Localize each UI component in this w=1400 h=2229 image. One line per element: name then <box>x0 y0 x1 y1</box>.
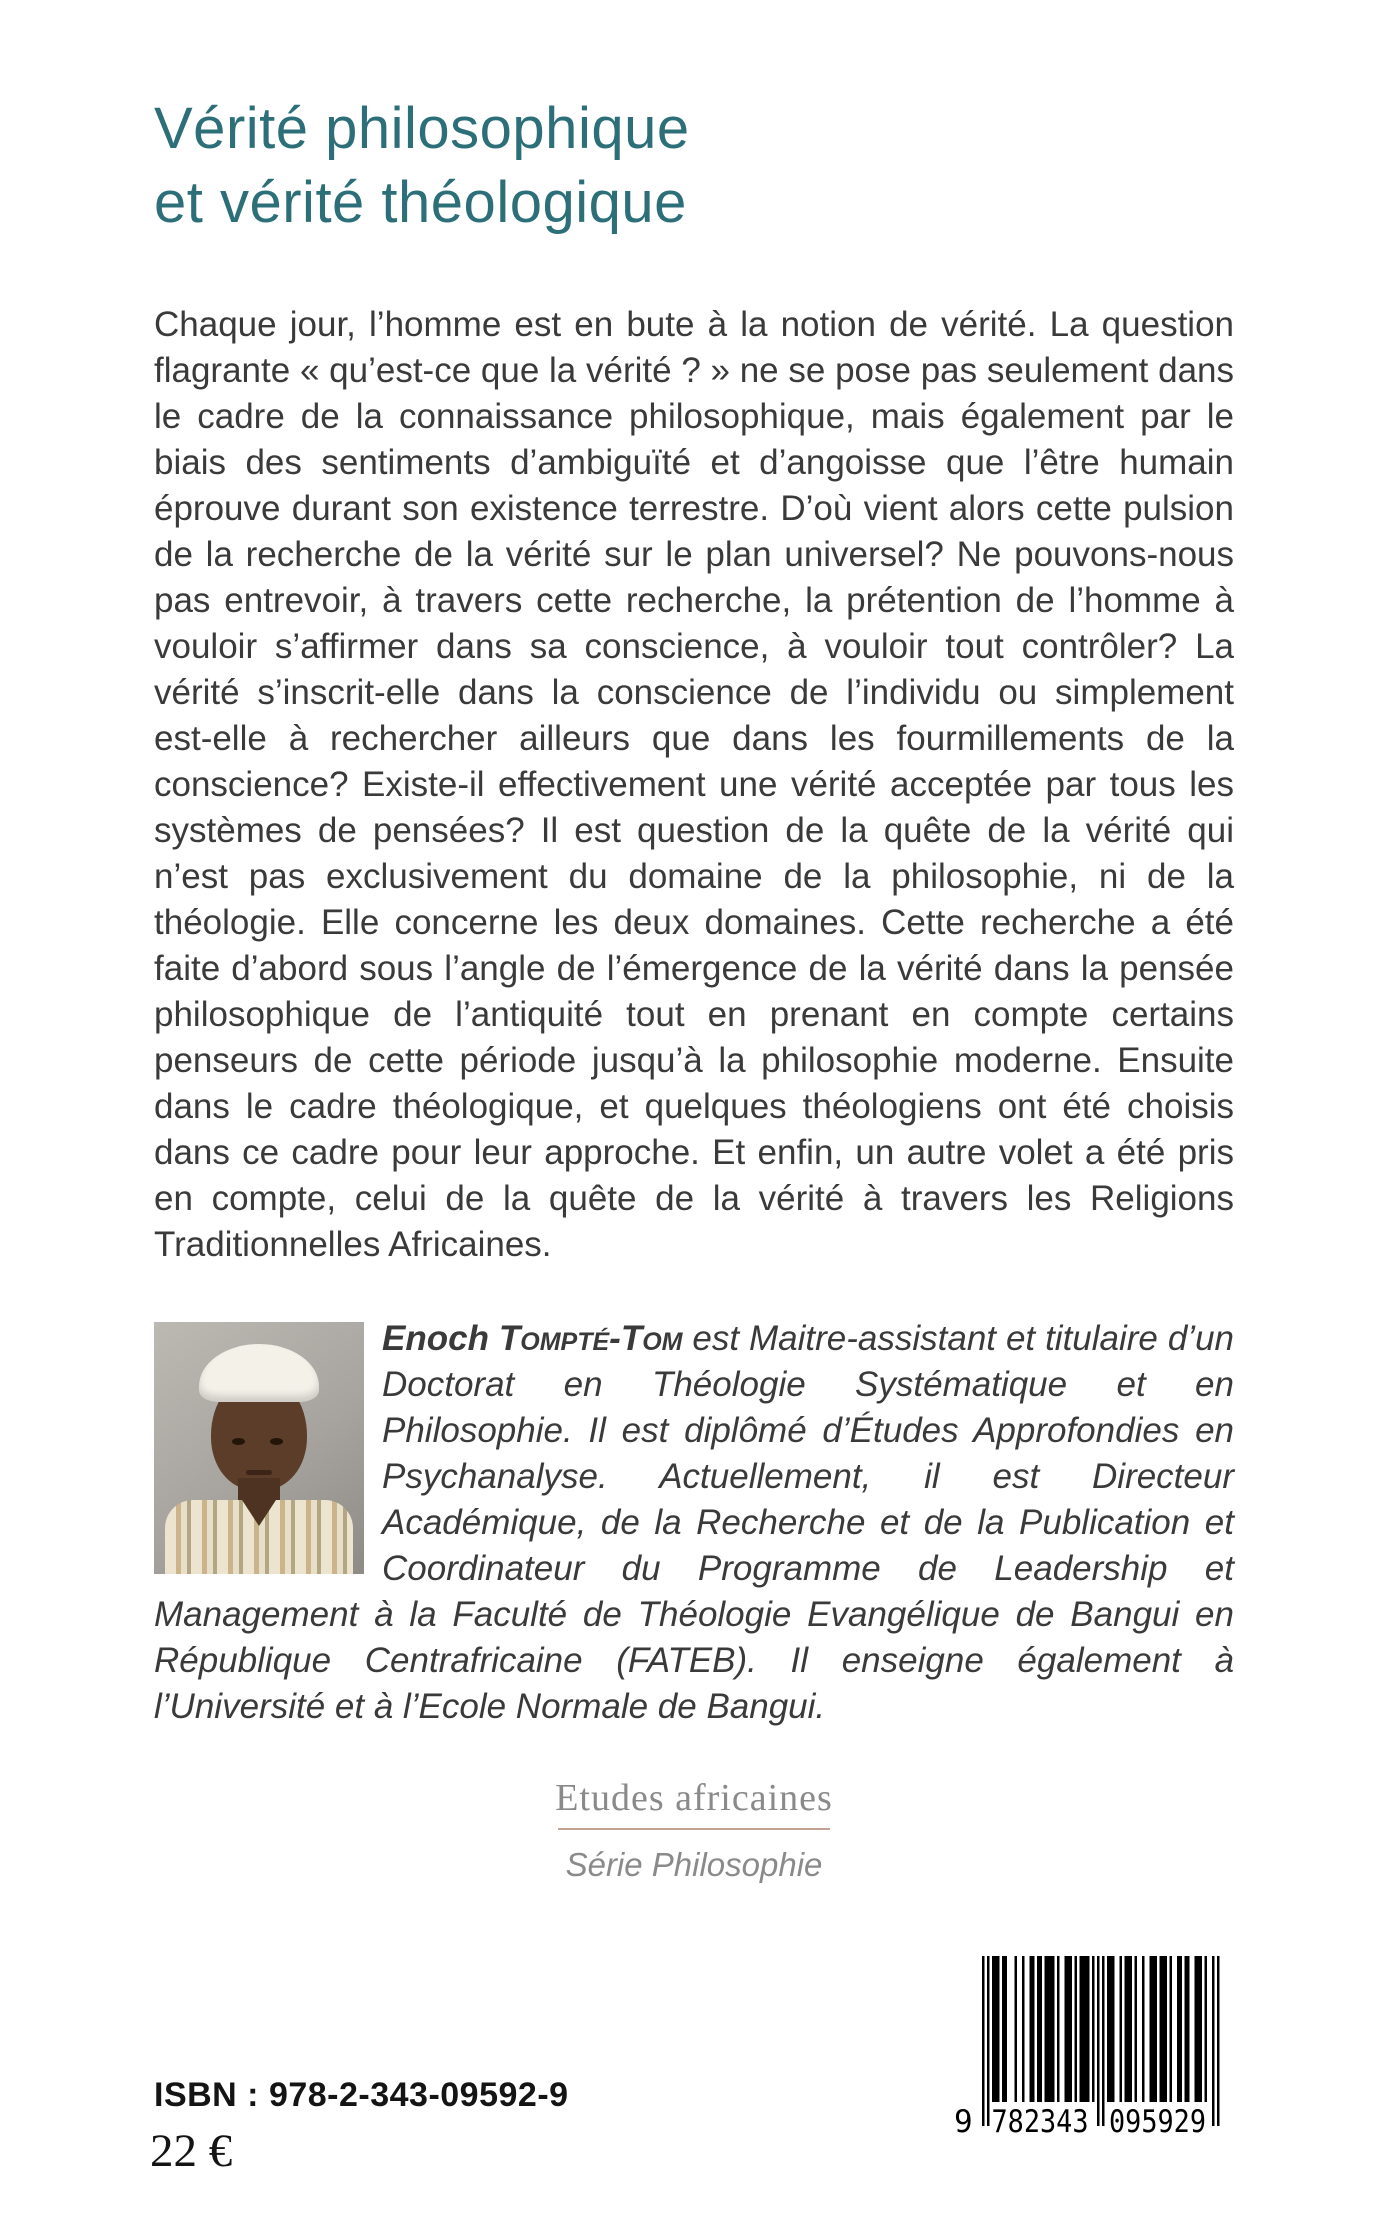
svg-text:095929: 095929 <box>1109 2104 1206 2136</box>
collection-name: Etudes africaines <box>555 1777 833 1819</box>
author-shirt-vneck-shape <box>242 1500 276 1526</box>
author-cap-shape <box>199 1344 319 1402</box>
collection-series: Série Philosophie <box>565 1846 823 1883</box>
author-name <box>382 1319 682 1358</box>
author-photo <box>154 1322 364 1574</box>
svg-text:782343: 782343 <box>991 2104 1089 2136</box>
book-title-line2: et vérité théologique <box>154 170 687 235</box>
author-last-name: Tompté-Tom <box>498 1319 683 1358</box>
author-mouth-shape <box>246 1470 272 1475</box>
isbn-label: ISBN : 978-2-343-09592-9 <box>154 2076 569 2114</box>
collection-rule <box>558 1828 830 1830</box>
author-bio-rest: est Maitre-assistant et titulaire d’un Doctorat en Théologie Systématique et en Philosophie. Il est diplômé d’Études Approfondies en Psychanalyse. Actuellement, il est Directeur Académique, de la Recherche et de la Publication et Coordinateur du Programme de Leadership et Management à la Faculté de Théologie Evangélique de Bangui en République Centrafricaine (FATEB). Il enseigne également à l’Université et à l’Ecole Normale de Bangui. <box>154 1319 1234 1726</box>
book-title <box>154 92 1234 240</box>
synopsis-text: Chaque jour, l’homme est en bute à la notion de vérité. La question flagrante « qu’est-ce que la vérité ? » ne se pose pas seulement dans le cadre de la connaissance philosophique, mais également par le biais des sentiments d’ambiguïté et d’angoisse que l’être humain éprouve durant son existence terrestre. D’où vient alors cette pulsion de la recherche de la vérité sur le plan universel? Ne pouvons-nous pas entrevoir, à travers cette recherche, la prétention de l’homme à vouloir s’affirmer dans sa conscience, à vouloir tout contrôler? La vérité s’inscrit-elle dans la conscience de l’individu ou simplement est-elle à rechercher ailleurs que dans les fourmillements de la conscience? Existe-il effectivement une vérité acceptée par tous les systèmes de pensées? Il est question de la quête de la vérité qui n’est pas exclusivement du domaine de la philosophie, ni de la théologie. Elle concerne les deux domaines. Cette recherche a été faite d’abord sous l’angle de l’émergence de la vérité dans la pensée philosophique de l’antiquité tout en prenant en compte certains penseurs de cette période jusqu’à la philosophie moderne. Ensuite dans le cadre théologique, et quelques théologiens ont été choisis dans ce cadre pour leur approche. Et enfin, un autre volet a été pris en compte, celui de la quête de la vérité à travers les Religions Traditionnelles Africaines. <box>154 305 1234 1264</box>
author-first-name: Enoch <box>382 1319 489 1358</box>
collection-block <box>154 1776 1234 1884</box>
author-bio <box>154 1316 1234 1730</box>
ean-barcode <box>952 1956 1232 2136</box>
author-eye-left-shape <box>232 1438 245 1445</box>
author-eye-right-shape <box>270 1438 283 1445</box>
svg-text:9: 9 <box>954 2104 973 2136</box>
price-label: 22 € <box>150 2125 233 2177</box>
book-title-line1: Vérité philosophique <box>154 96 690 161</box>
